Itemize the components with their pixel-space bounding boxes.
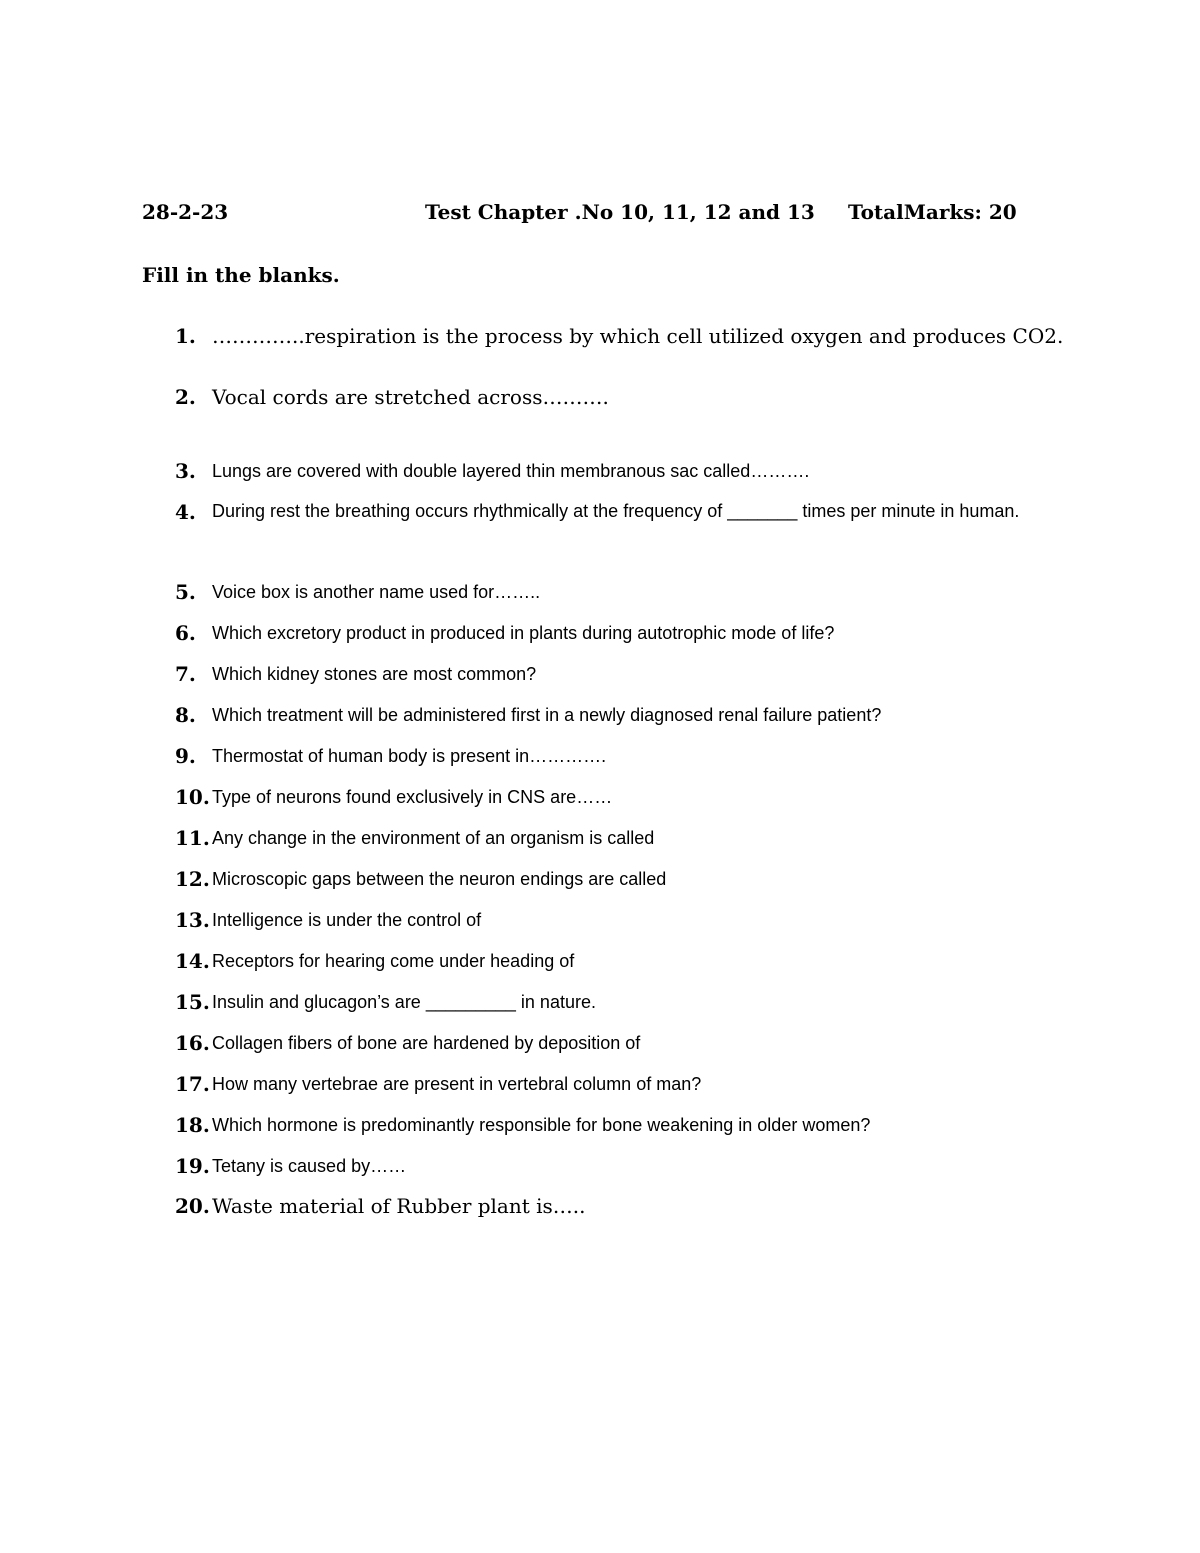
question-text: Vocal cords are stretched across……….: [212, 385, 609, 409]
question-number: 11.: [175, 826, 210, 850]
question-number: 2.: [175, 385, 196, 409]
question-number: 17.: [175, 1072, 210, 1096]
question-text: How many vertebrae are present in vertebral column of man?: [212, 1074, 702, 1094]
question-number: 12.: [175, 867, 210, 891]
question-number: 6.: [175, 621, 196, 645]
question-number: 13.: [175, 908, 210, 932]
question-number: 7.: [175, 662, 196, 686]
question-text: Microscopic gaps between the neuron endings are called: [212, 869, 667, 889]
question-text: Any change in the environment of an organism is called: [212, 828, 655, 848]
question-number: 16.: [175, 1031, 210, 1055]
question-text: Which hormone is predominantly responsible for bone weakening in older women?: [212, 1115, 871, 1135]
question-text: Which excretory product in produced in plants during autotrophic mode of life?: [212, 623, 835, 643]
section-instruction: Fill in the blanks.: [142, 263, 340, 287]
question-text: Receptors for hearing come under heading of: [212, 951, 575, 971]
question-text: …………..respiration is the process by which cell utilized oxygen and produces CO2.: [212, 324, 1064, 348]
question-text: Thermostat of human body is present in………….: [212, 746, 607, 766]
question-number: 4.: [175, 500, 196, 524]
question-number: 14.: [175, 949, 210, 973]
total-marks: TotalMarks: 20: [848, 200, 1017, 224]
question-text: Which treatment will be administered first in a newly diagnosed renal failure patient?: [212, 705, 882, 725]
question-number: 19.: [175, 1154, 210, 1178]
question-number: 20.: [175, 1194, 210, 1218]
question-text: During rest the breathing occurs rhythmically at the frequency of _______ times per minute in human.: [212, 501, 1020, 521]
question-text: Voice box is another name used for……..: [212, 582, 541, 602]
question-number: 8.: [175, 703, 196, 727]
question-number: 18.: [175, 1113, 210, 1137]
question-text: Lungs are covered with double layered thin membranous sac called……….: [212, 461, 810, 481]
question-text: Waste material of Rubber plant is…..: [212, 1194, 586, 1218]
question-number: 9.: [175, 744, 196, 768]
question-text: Collagen fibers of bone are hardened by deposition of: [212, 1033, 641, 1053]
question-text: Insulin and glucagon’s are _________ in nature.: [212, 992, 596, 1012]
question-number: 1.: [175, 324, 196, 348]
question-number: 15.: [175, 990, 210, 1014]
question-number: 3.: [175, 459, 196, 483]
question-text: Which kidney stones are most common?: [212, 664, 537, 684]
test-date: 28-2-23: [142, 200, 229, 224]
test-title: Test Chapter .No 10, 11, 12 and 13: [425, 200, 815, 224]
question-text: Intelligence is under the control of: [212, 910, 482, 930]
question-text: Type of neurons found exclusively in CNS are……: [212, 787, 613, 807]
question-number: 5.: [175, 580, 196, 604]
test-header: [0, 200, 1200, 232]
question-number: 10.: [175, 785, 210, 809]
question-text: Tetany is caused by……: [212, 1156, 407, 1176]
